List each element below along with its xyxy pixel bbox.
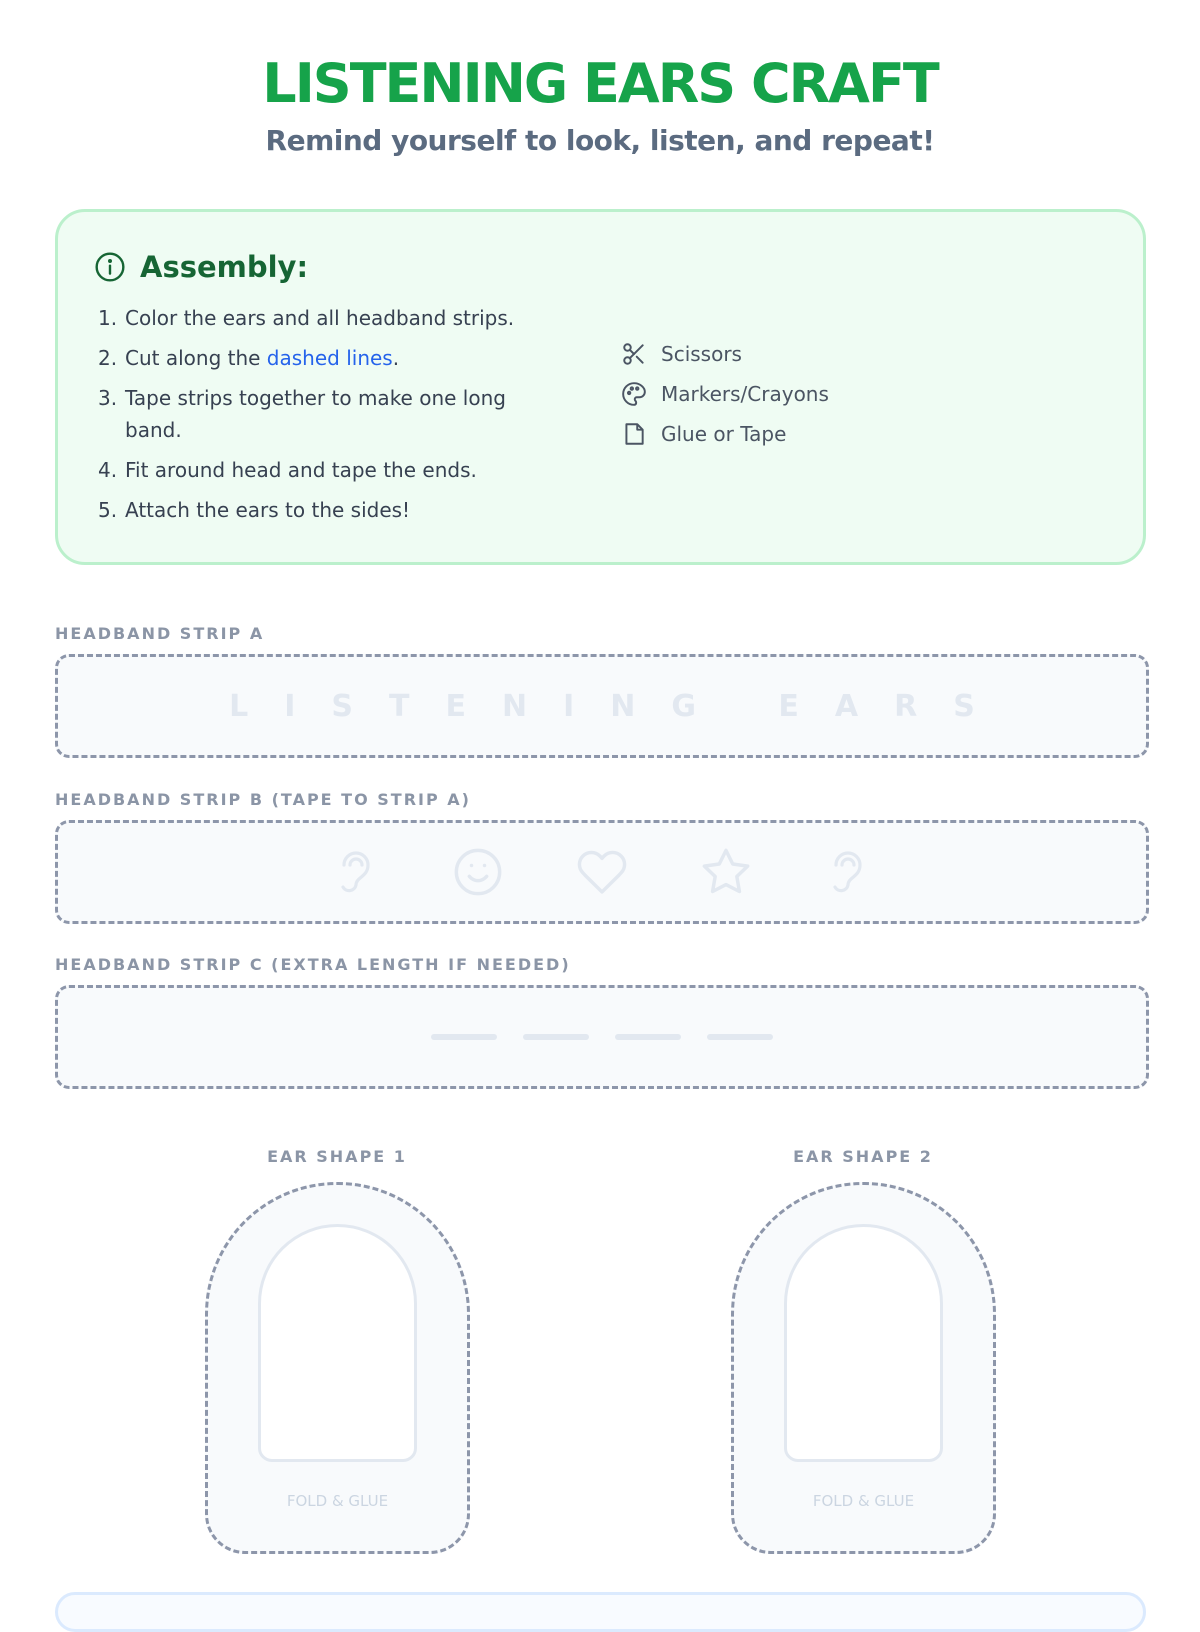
strip-c-label: HEADBAND STRIP C (EXTRA LENGTH IF NEEDED) <box>55 955 571 974</box>
step-text: Tape strips together to make one long band. <box>125 386 506 442</box>
scissors-icon <box>621 341 647 367</box>
supply-item <box>621 334 829 374</box>
supply-item <box>621 414 829 454</box>
info-icon <box>94 251 126 283</box>
file-icon <box>621 421 647 447</box>
strip-a-label: HEADBAND STRIP A <box>55 624 265 643</box>
step-text: Attach the ears to the sides! <box>125 498 411 522</box>
step-item <box>98 302 568 334</box>
strip-c-dashes <box>431 1034 773 1040</box>
strip-b-icons <box>332 846 872 898</box>
ear-shape-2-label: EAR SHAPE 2 <box>793 1147 933 1166</box>
star-icon <box>700 846 752 898</box>
step-number: 1. <box>98 306 118 330</box>
ear-shape-1-label: EAR SHAPE 1 <box>267 1147 407 1166</box>
headband-strip-a <box>55 654 1149 758</box>
dash-mark <box>615 1034 681 1040</box>
strip-b-label: HEADBAND STRIP B (TAPE TO STRIP A) <box>55 790 471 809</box>
step-text <box>125 342 399 374</box>
step-number: 4. <box>98 458 118 482</box>
next-section-card <box>55 1592 1146 1632</box>
step-item <box>98 382 568 446</box>
ear-icon <box>332 846 380 898</box>
step-item <box>98 494 568 526</box>
step-text: Color the ears and all headband strips. <box>125 306 515 330</box>
fold-glue-note: FOLD & GLUE <box>286 1492 389 1510</box>
step-text-before: Cut along the <box>125 346 267 370</box>
assembly-header <box>94 250 308 284</box>
ear-inner-area <box>258 1224 417 1462</box>
ear-shape-2 <box>731 1182 996 1554</box>
step-text-after: . <box>392 346 400 370</box>
headband-strip-c <box>55 985 1149 1089</box>
fold-glue-note: FOLD & GLUE <box>812 1492 915 1510</box>
step-number: 5. <box>98 498 118 522</box>
ear-icon <box>824 846 872 898</box>
smile-icon <box>452 846 504 898</box>
supply-item <box>621 374 829 414</box>
strip-a-text: LISTENING EARS <box>229 688 1011 724</box>
ear-inner-area <box>784 1224 943 1462</box>
supply-label: Markers/Crayons <box>661 382 829 406</box>
ear-shape-1 <box>205 1182 470 1554</box>
supplies-list <box>621 334 829 454</box>
headband-strip-b <box>55 820 1149 924</box>
page-subtitle: Remind yourself to look, listen, and repeat! <box>265 124 935 157</box>
dash-mark <box>431 1034 497 1040</box>
supply-label: Scissors <box>661 342 742 366</box>
step-item <box>98 454 568 486</box>
step-number: 2. <box>98 346 118 370</box>
palette-icon <box>621 381 647 407</box>
supply-label: Glue or Tape <box>661 422 787 446</box>
dash-mark <box>523 1034 589 1040</box>
assembly-steps <box>98 302 568 534</box>
step-text: Fit around head and tape the ends. <box>125 458 477 482</box>
heart-icon <box>576 846 628 898</box>
assembly-card <box>55 209 1146 565</box>
dash-mark <box>707 1034 773 1040</box>
step-number: 3. <box>98 386 118 410</box>
step-item <box>98 342 568 374</box>
assembly-heading: Assembly: <box>140 250 309 284</box>
dashed-lines-link[interactable]: dashed lines <box>266 346 393 370</box>
page-title: LISTENING EARS CRAFT <box>262 52 938 115</box>
